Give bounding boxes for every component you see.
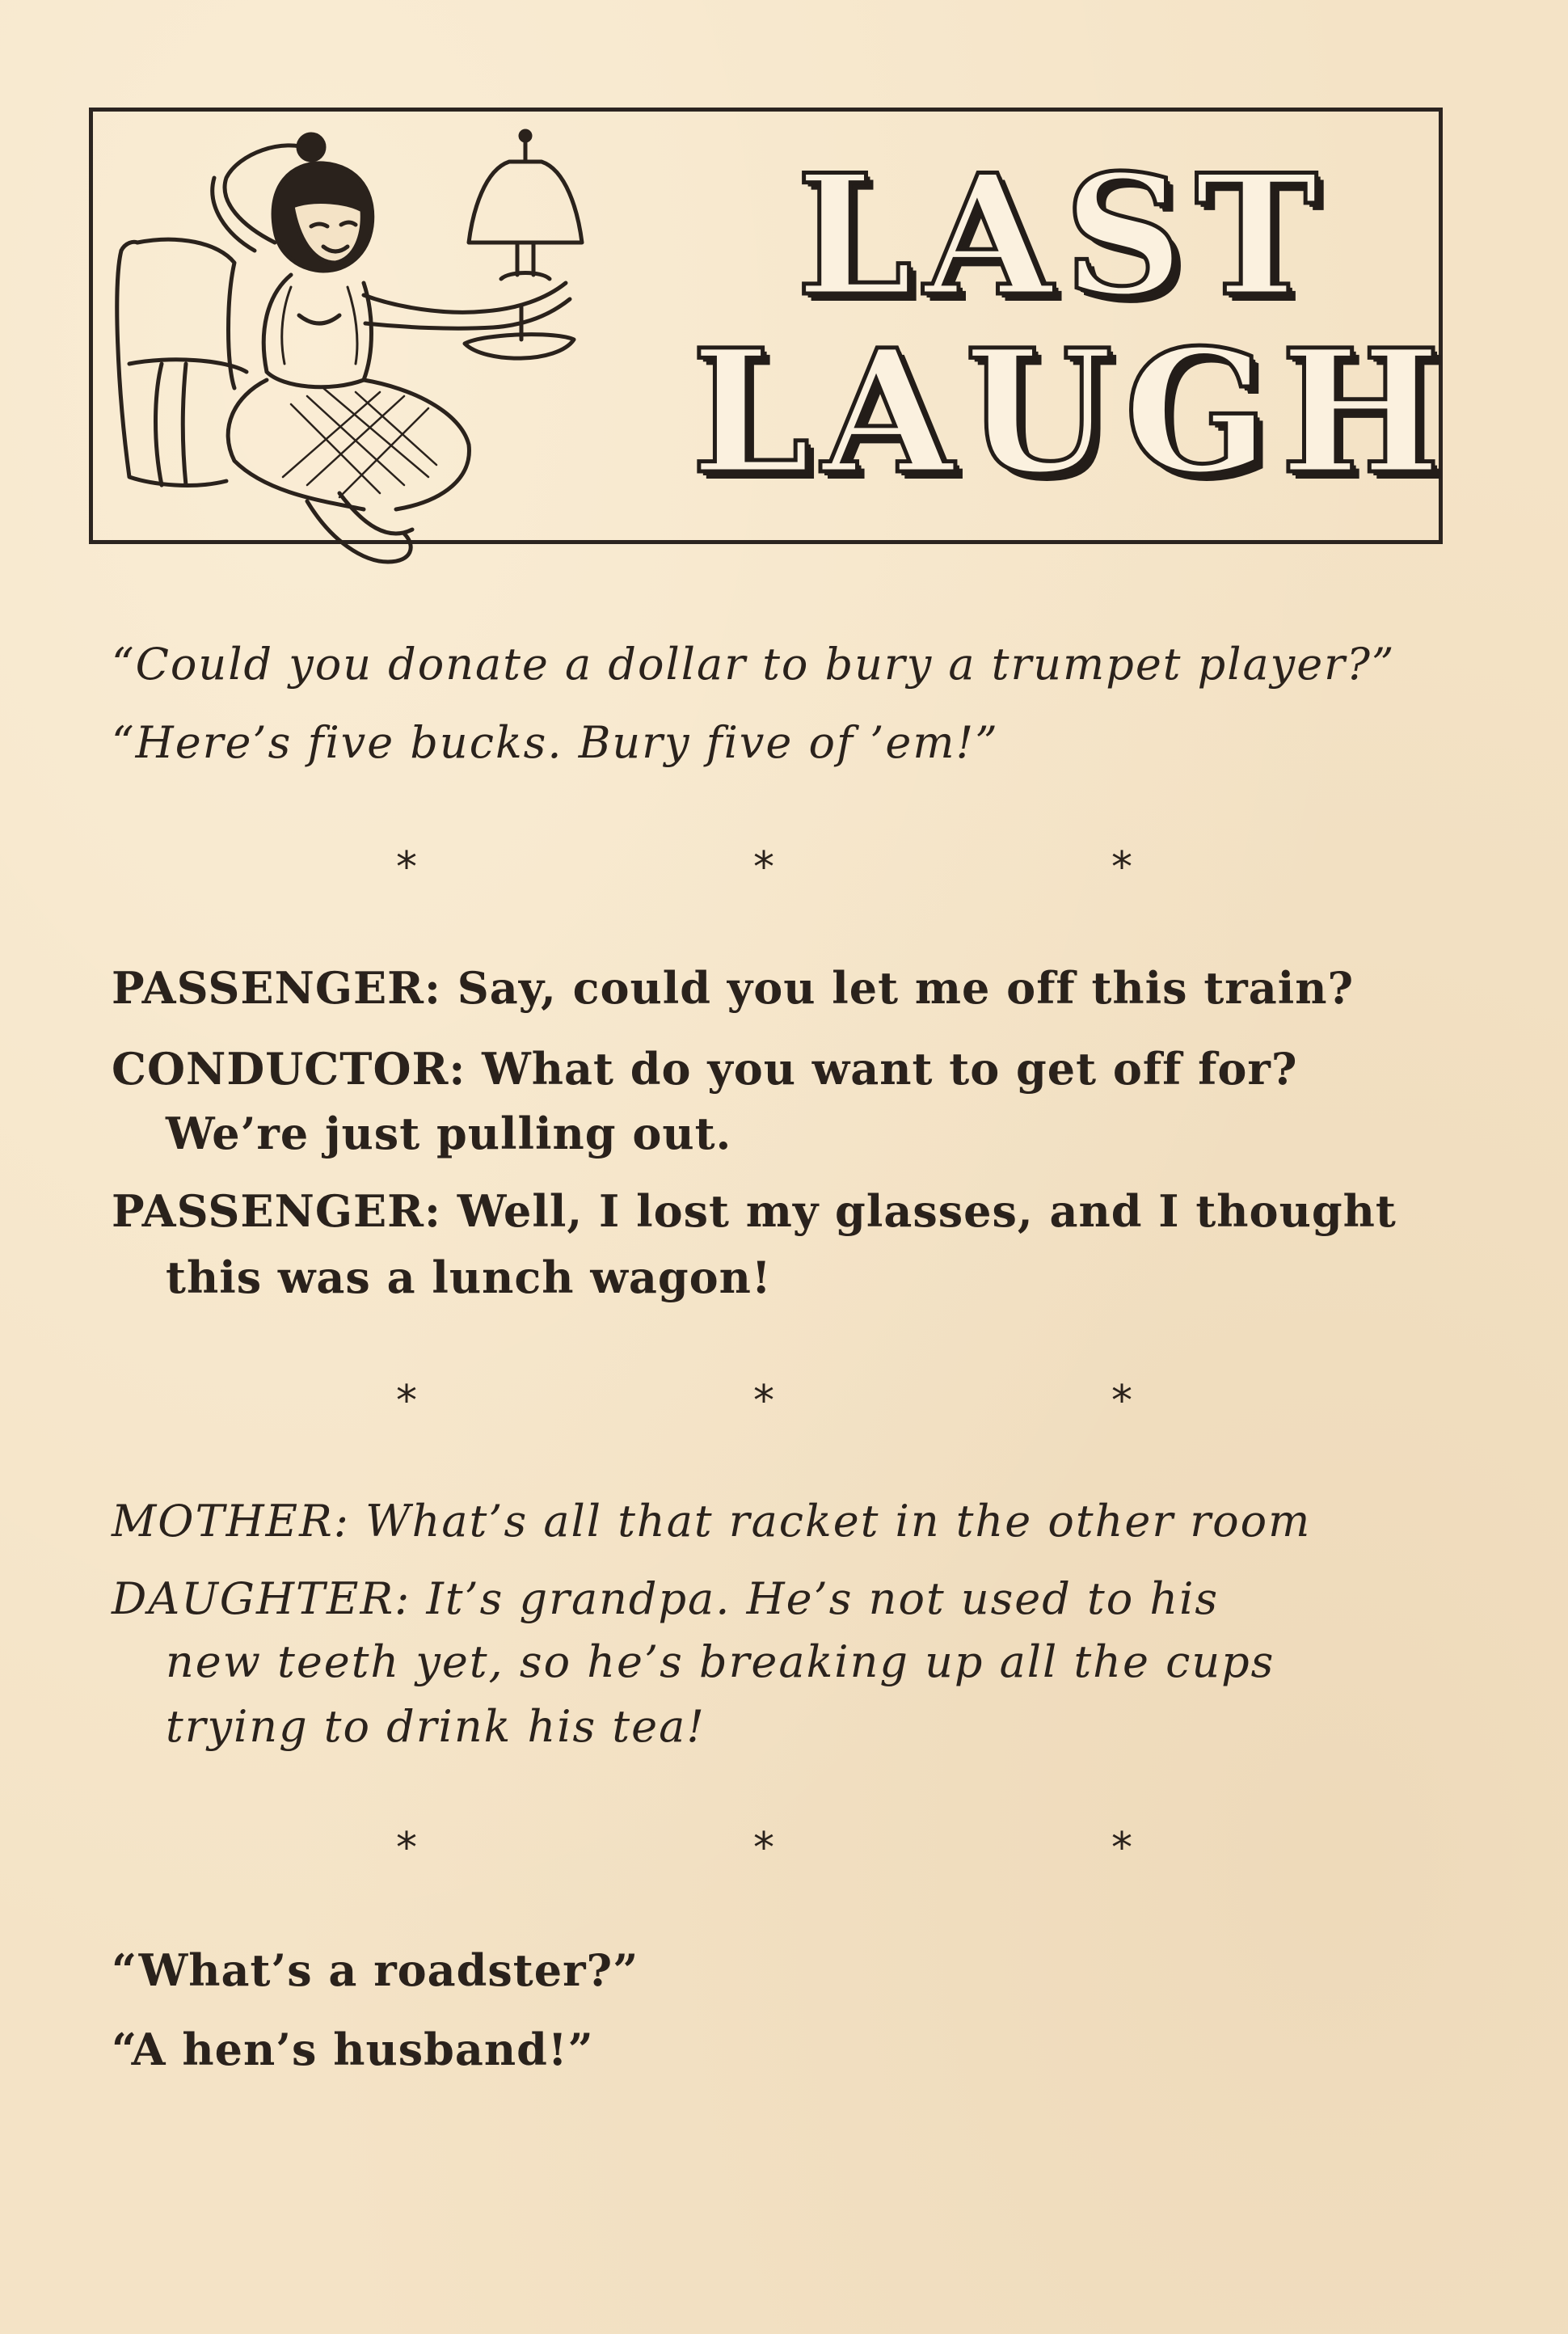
separator-star: * [753,1824,774,1872]
title-last: LAST [796,139,1330,333]
separator-star: * [396,1377,417,1425]
separator-star: * [396,1824,417,1872]
separator-star: * [1111,1377,1132,1425]
joke-2-line-5: this was a lunch wagon! [166,1251,772,1303]
joke-2-line-4: PASSENGER: Well, I lost my glasses, and I thought [112,1185,1397,1237]
separator [0,1824,1568,1872]
joke-4-line-1: “What’s a roadster?” [112,1944,639,1996]
joke-1-line-1: “Could you donate a dollar to bury a trumpet player?” [112,639,1396,690]
separator-star: * [753,1377,774,1425]
separator-star: * [1111,1824,1132,1872]
separator-star: * [1111,843,1132,892]
joke-3-line-3: new teeth yet, so he’s breaking up all the cups [166,1636,1275,1687]
joke-2-line-2: CONDUCTOR: What do you want to get off for? [112,1043,1298,1095]
separator [0,1377,1568,1425]
separator-star: * [396,843,417,892]
joke-3-line-4: trying to drink his tea! [166,1701,706,1752]
joke-3-line-2: DAUGHTER: It’s grandpa. He’s not used to his [112,1573,1220,1624]
joke-3-line-1: MOTHER: What’s all that racket in the other room [112,1496,1312,1547]
joke-1-line-2: “Here’s five bucks. Bury five of ’em!” [112,717,999,768]
joke-2-line-3: We’re just pulling out. [166,1108,732,1159]
separator-star: * [753,843,774,892]
joke-4-line-2: “A hen’s husband!” [112,2024,594,2075]
title-laugh: LAUGH [691,312,1452,512]
joke-2-line-1: PASSENGER: Say, could you let me off this train? [112,962,1355,1014]
separator [0,843,1568,892]
